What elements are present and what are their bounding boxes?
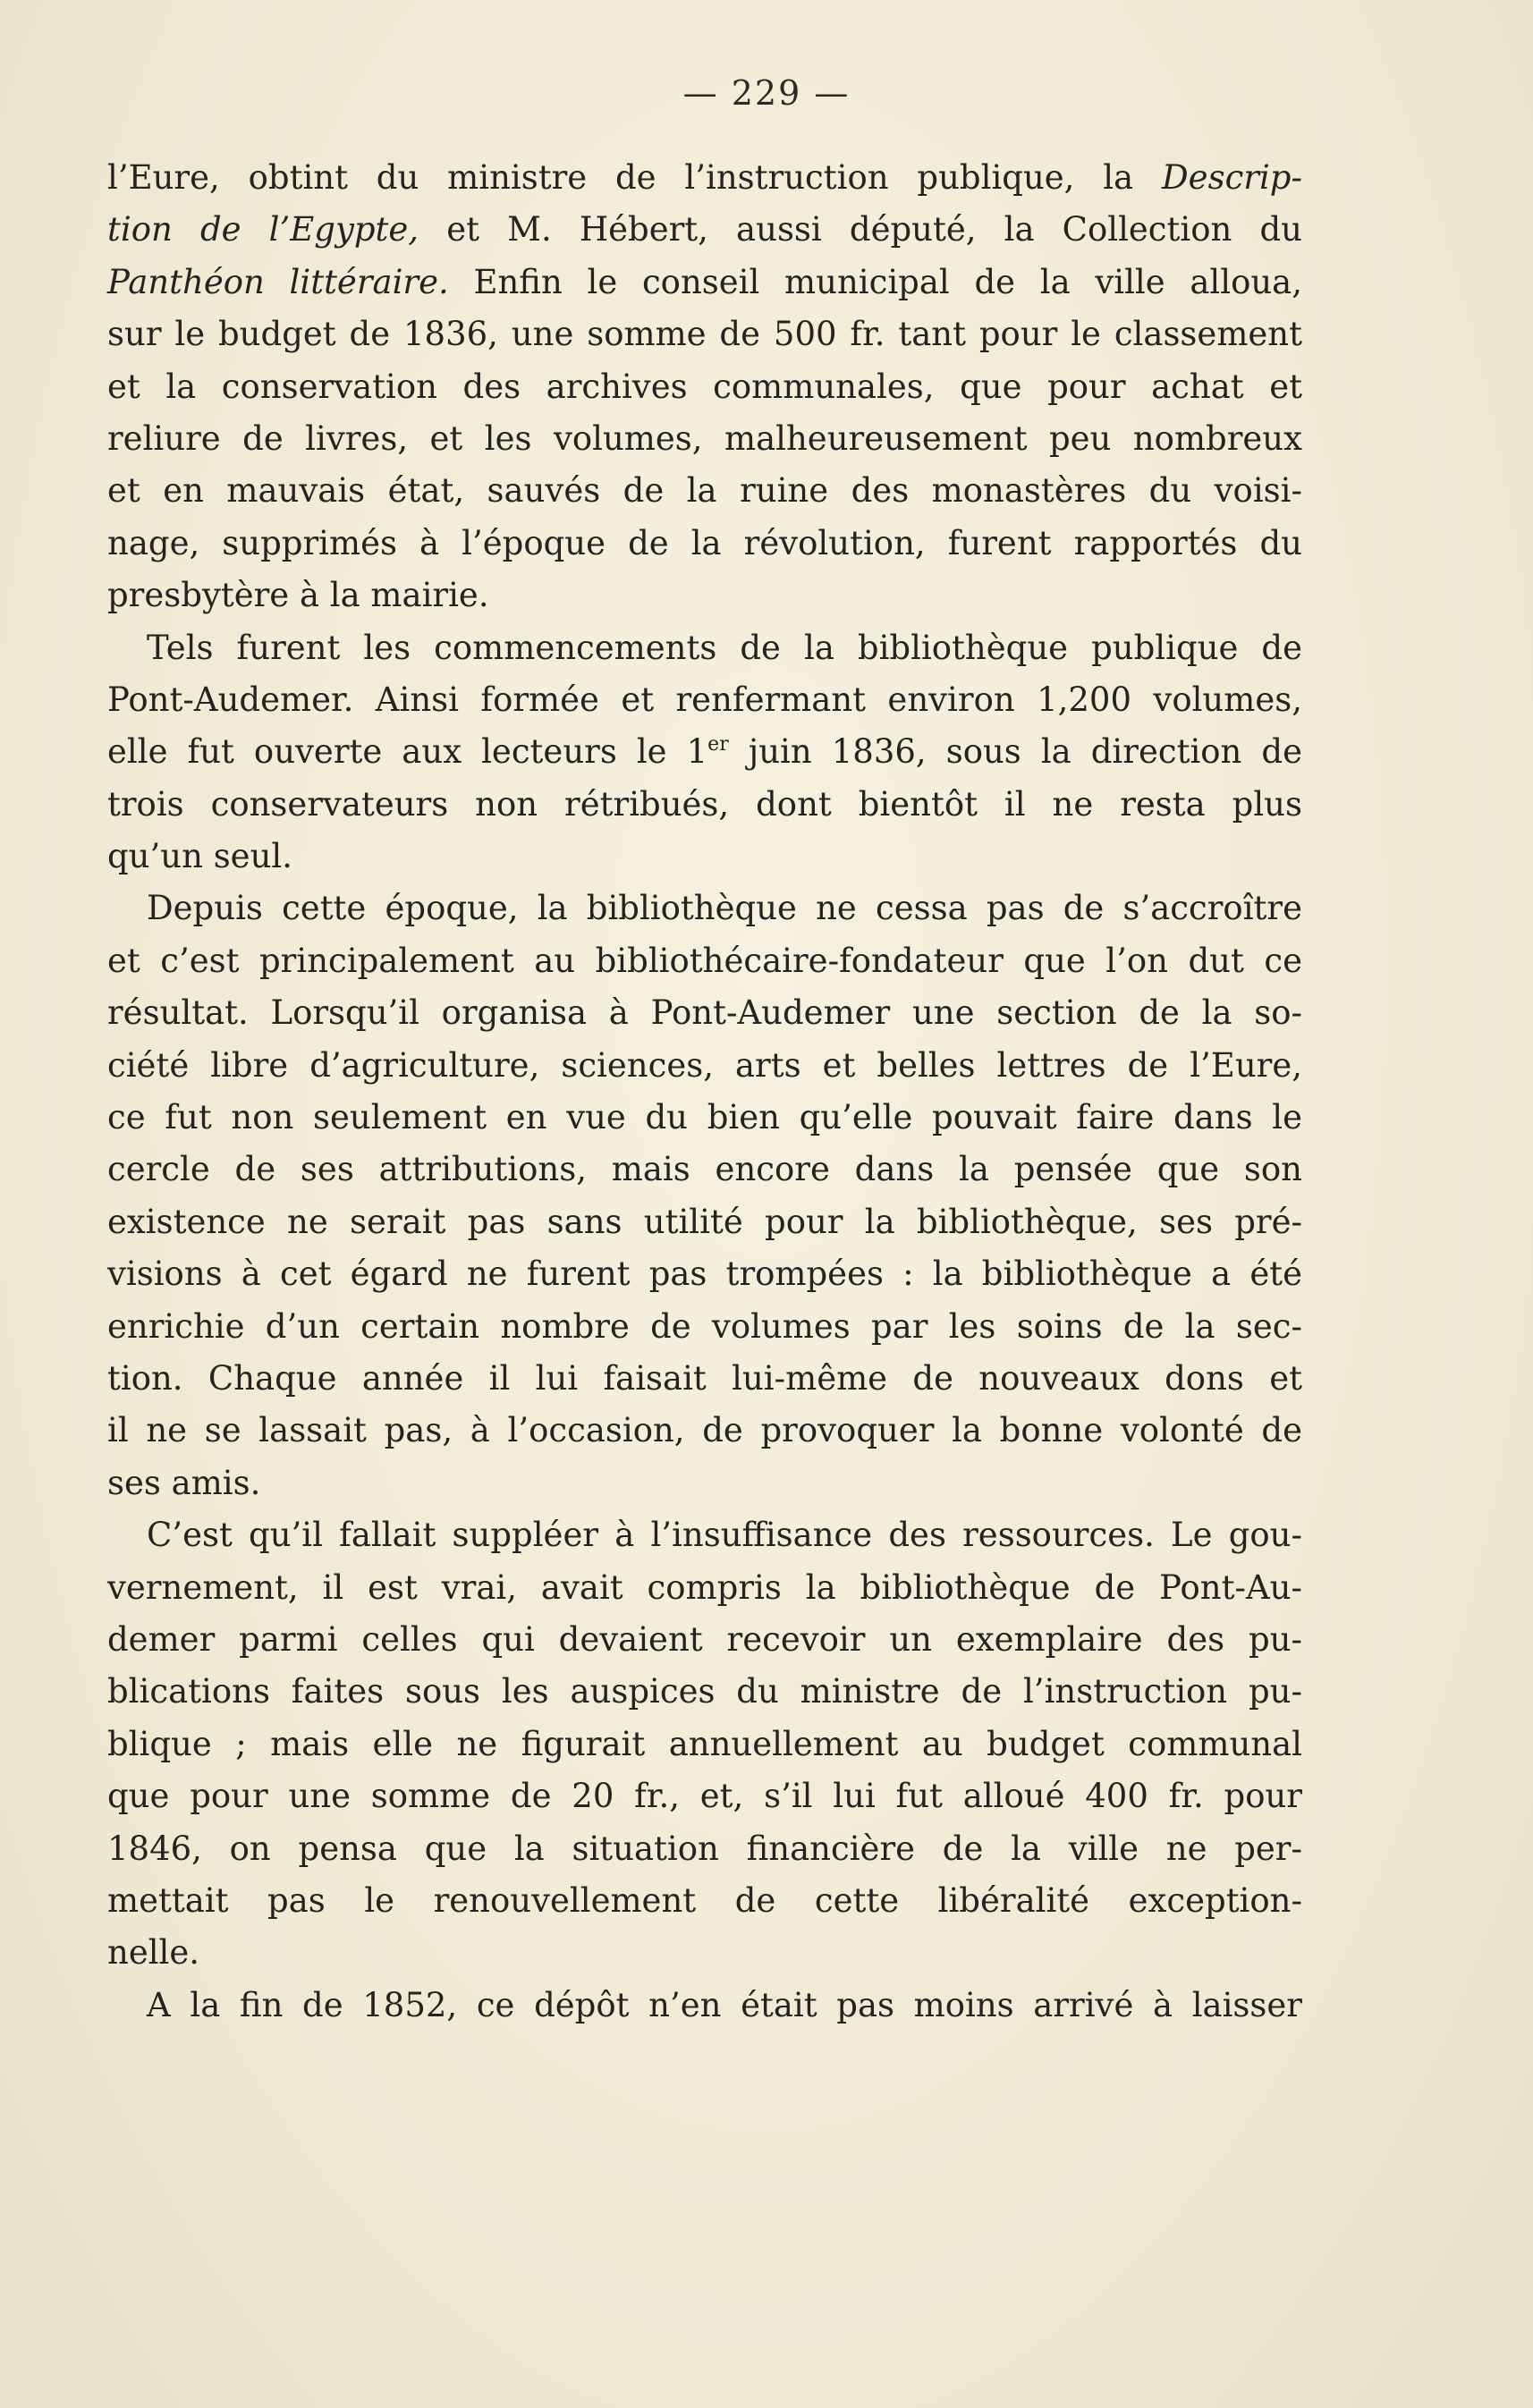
text-line: et la conservation des archives communales, que pour achat et [107, 367, 1302, 406]
text-line: il ne se lassait pas, à l’occasion, de provoquer la bonne volonté de [107, 1411, 1302, 1450]
text-line: Tels furent les commencements de la bibliothèque publique de [147, 628, 1302, 667]
text-line: Panthéon littéraire. Enfin le conseil municipal de la ville alloua, [107, 262, 1303, 301]
text-line: 1846, on pensa que la situation financière de la ville ne per- [107, 1829, 1302, 1868]
text-line: enrichie d’un certain nombre de volumes par les soins de la sec- [107, 1306, 1302, 1346]
text-line: ciété libre d’agriculture, sciences, arts et belles lettres de l’Eure, [107, 1045, 1302, 1085]
text-line: demer parmi celles qui devaient recevoir un exemplaire des pu- [107, 1619, 1302, 1659]
text-line: tion de l’Egypte, et M. Hébert, aussi député, la Collection du [107, 210, 1302, 249]
text-line: nage, supprimés à l’époque de la révolution, furent rapportés du [107, 523, 1302, 562]
text-line: résultat. Lorsqu’il organisa à Pont-Audemer une section de la so- [107, 993, 1302, 1033]
text-line: Depuis cette époque, la bibliothèque ne cessa pas de s’accroître [147, 889, 1302, 928]
text-line: mettait pas le renouvellement de cette libéralité exception- [107, 1880, 1302, 1920]
text-line: blications faites sous les auspices du ministre de l’instruction pu- [107, 1672, 1302, 1711]
text-line: que pour une somme de 20 fr., et, s’il lui fut alloué 400 fr. pour [107, 1777, 1302, 1816]
text-line: l’Eure, obtint du ministre de l’instruction publique, la Descrip- [107, 158, 1302, 197]
text-line: qu’un seul. [107, 837, 293, 876]
text-line: reliure de livres, et les volumes, malheureusement peu nombreux [107, 418, 1302, 458]
text-line: presbytère à la mairie. [107, 576, 489, 615]
page-number: — 229 — [682, 73, 851, 113]
text-line: Pont-Audemer. Ainsi formée et renfermant environ 1,200 volumes, [107, 680, 1302, 719]
text-line: et c’est principalement au bibliothécaire-fondateur que l’on dut ce [107, 941, 1302, 980]
text-line: blique ; mais elle ne figurait annuellement au budget communal [107, 1724, 1302, 1763]
text-line: sur le budget de 1836, une somme de 500 fr. tant pour le classement [107, 315, 1302, 354]
text-line: existence ne serait pas sans utilité pour la bibliothèque, ses pré- [107, 1202, 1302, 1241]
text-line: tion. Chaque année il lui faisait lui-même de nouveaux dons et [107, 1358, 1302, 1398]
text-line: C’est qu’il fallait suppléer à l’insuffisance des ressources. Le gou- [147, 1516, 1302, 1555]
text-line: visions à cet égard ne furent pas trompées : la bibliothèque a été [107, 1255, 1302, 1294]
text-line: nelle. [107, 1933, 200, 1973]
text-line: ce fut non seulement en vue du bien qu’elle pouvait faire dans le [107, 1098, 1302, 1137]
text-line: elle fut ouverte aux lecteurs le 1er juin 1836, sous la direction de [107, 732, 1302, 772]
text-line: vernement, il est vrai, avait compris la bibliothèque de Pont-Au- [107, 1567, 1302, 1607]
text-line: trois conservateurs non rétribués, dont bientôt il ne resta plus [107, 784, 1302, 824]
text-line: et en mauvais état, sauvés de la ruine des monastères du voisi- [107, 471, 1302, 511]
body-text [107, 152, 1302, 2032]
text-line: A la fin de 1852, ce dépôt n’en était pas moins arrivé à laisser [147, 1985, 1302, 2024]
text-line: ses amis. [107, 1463, 261, 1502]
text-line: cercle de ses attributions, mais encore dans la pensée que son [107, 1150, 1302, 1189]
